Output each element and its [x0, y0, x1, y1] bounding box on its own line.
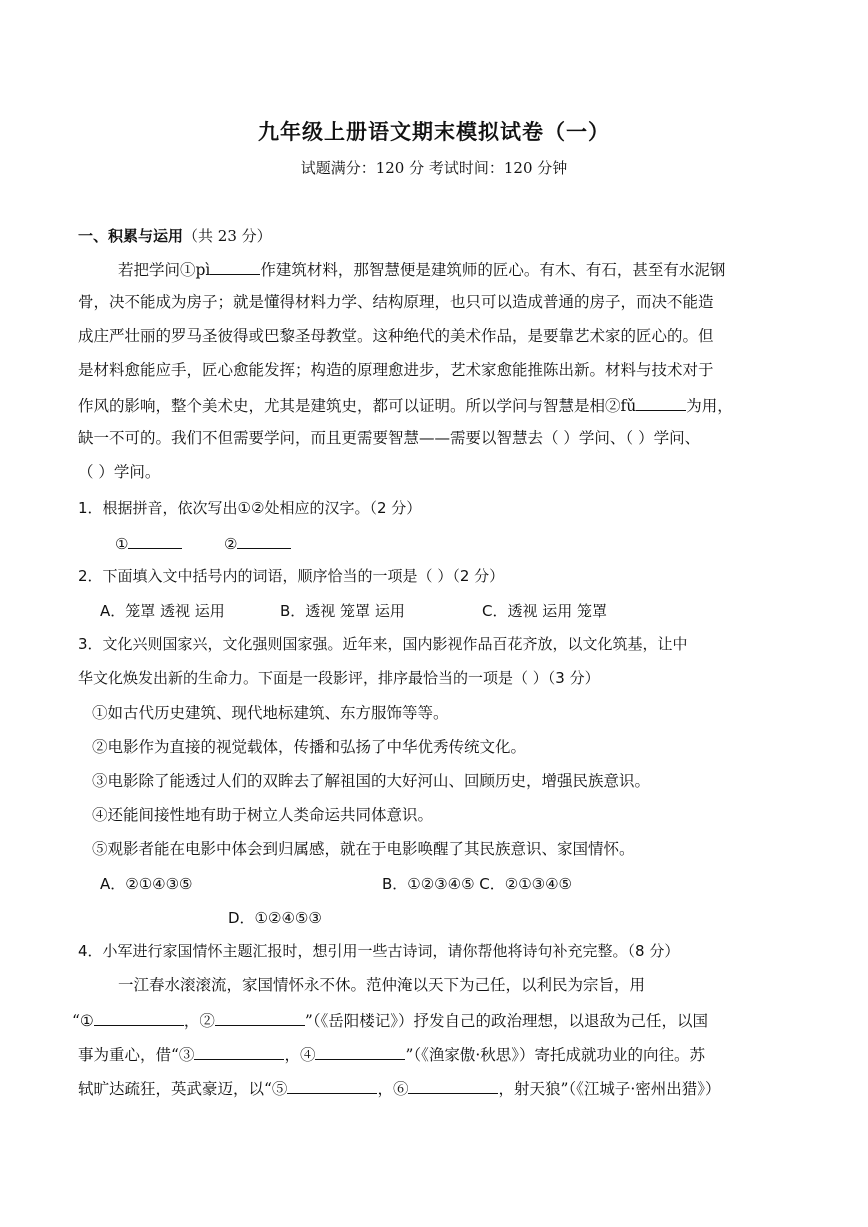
passage-text: 作建筑材料，那智慧便是建筑师的匠心。有木、有石，甚至有水泥钢 — [260, 261, 726, 279]
passage-line: 缺一不可的。我们不但需要学问，而且更需要智慧——需要以智慧去（ ）学问、（ ）学问、 — [78, 429, 701, 447]
answer-label: ① — [115, 535, 129, 553]
exam-info: 试题满分：120 分 考试时间：120 分钟 — [300, 159, 568, 177]
page-title: 九年级上册语文期末模拟试卷（一） — [258, 120, 610, 144]
passage-line — [78, 394, 733, 416]
sentence-5: ⑤观影者能在电影中体会到归属感，就在于电影唤醒了其民族意识、家国情怀。 — [92, 840, 635, 858]
question-3-option-d: D．①②④⑤③ — [228, 909, 322, 927]
passage-line: 骨，决不能成为房子；就是懂得材料力学、结构原理，也只可以造成普通的房子，而决不能造 — [78, 293, 714, 311]
passage-text: 为用， — [686, 397, 733, 415]
question-4-fragment: ，④ — [284, 1046, 316, 1064]
question-1-answers — [115, 532, 291, 554]
question-4-fragment: ，② — [183, 1012, 215, 1030]
answer-blank — [128, 532, 182, 549]
question-4-text — [78, 1043, 705, 1065]
question-4-stem: 4．小军进行家国情怀主题汇报时，想引用一些古诗词，请你帮他将诗句补充完整。（8 分） — [78, 942, 680, 960]
answer-blank — [94, 1009, 184, 1026]
question-4-fragment: ”（《岳阳楼记》）抒发自己的政治理想，以退敌为己任，以国 — [304, 1012, 709, 1030]
answer-blank — [287, 1077, 377, 1094]
answer-blank — [194, 1043, 284, 1060]
answer-blank — [210, 258, 260, 275]
answer-blank — [215, 1009, 305, 1026]
question-4-fragment: “① — [72, 1012, 94, 1030]
sentence-3: ③电影除了能透过人们的双眸去了解祖国的大好河山、回顾历史，增强民族意识。 — [92, 772, 651, 790]
question-4-text — [72, 1009, 708, 1031]
passage-line — [118, 258, 725, 280]
question-3-stem: 华文化焕发出新的生命力。下面是一段影评，排序最恰当的一项是（ ）（3 分） — [78, 669, 600, 687]
sentence-1: ①如古代历史建筑、现代地标建筑、东方服饰等等。 — [92, 704, 449, 722]
passage-line: 是材料愈能应手，匠心愈能发挥；构造的原理愈进步，艺术家愈能推陈出新。材料与技术对于 — [78, 361, 714, 379]
answer-blank — [237, 532, 291, 549]
section-score: （共 23 分） — [183, 227, 272, 245]
question-3-option-a: A．②①④③⑤ — [100, 875, 193, 893]
section-heading — [78, 226, 272, 246]
answer-blank — [636, 394, 686, 411]
passage-line: 成庄严壮丽的罗马圣彼得或巴黎圣母教堂。这种绝代的美术作品，是要靠艺术家的匠心的。但 — [78, 327, 714, 345]
question-1-stem: 1．根据拼音，依次写出①②处相应的汉字。（2 分） — [78, 499, 422, 517]
passage-line: （ ）学问。 — [78, 463, 161, 481]
question-2-stem: 2．下面填入文中括号内的词语，顺序恰当的一项是（ ）（2 分） — [78, 567, 505, 585]
question-4-fragment: 轼旷达疏狂，英武豪迈，以“⑤ — [78, 1080, 288, 1098]
question-2-option-c: C．透视 运用 笼罩 — [482, 602, 608, 620]
question-4-text: 一江春水滚滚流，家国情怀永不休。范仲淹以天下为己任，以利民为宗旨，用 — [118, 976, 646, 994]
sentence-2: ②电影作为直接的视觉载体，传播和弘扬了中华优秀传统文化。 — [92, 738, 527, 756]
question-4-text — [78, 1077, 721, 1099]
sentence-4: ④还能间接性地有助于树立人类命运共同体意识。 — [92, 806, 434, 824]
question-4-fragment: ，射天狼”（《江城子·密州出猎》） — [498, 1080, 721, 1098]
question-4-fragment: 事为重心，借“③ — [78, 1046, 195, 1064]
answer-blank — [408, 1077, 498, 1094]
question-3-stem: 3．文化兴则国家兴，文化强则国家强。近年来，国内影视作品百花齐放，以文化筑基，让中 — [78, 635, 688, 653]
answer-label: ② — [224, 535, 238, 553]
section-title: 一、积累与运用 — [78, 227, 184, 245]
question-2-option-a: A．笼罩 透视 运用 — [100, 602, 225, 620]
question-4-fragment: ”（《渔家傲·秋思》）寄托成就功业的向往。苏 — [405, 1046, 706, 1064]
question-4-fragment: ，⑥ — [377, 1080, 409, 1098]
question-2-option-b: B．透视 笼罩 运用 — [280, 602, 405, 620]
answer-blank — [315, 1043, 405, 1060]
passage-text: 若把学问①pì — [118, 261, 211, 279]
passage-text: 作风的影响，整个美术史，尤其是建筑史，都可以证明。所以学问与智慧是相②fǔ — [78, 397, 637, 415]
question-3-option-bc: B．①②③④⑤ C．②①③④⑤ — [382, 875, 573, 893]
